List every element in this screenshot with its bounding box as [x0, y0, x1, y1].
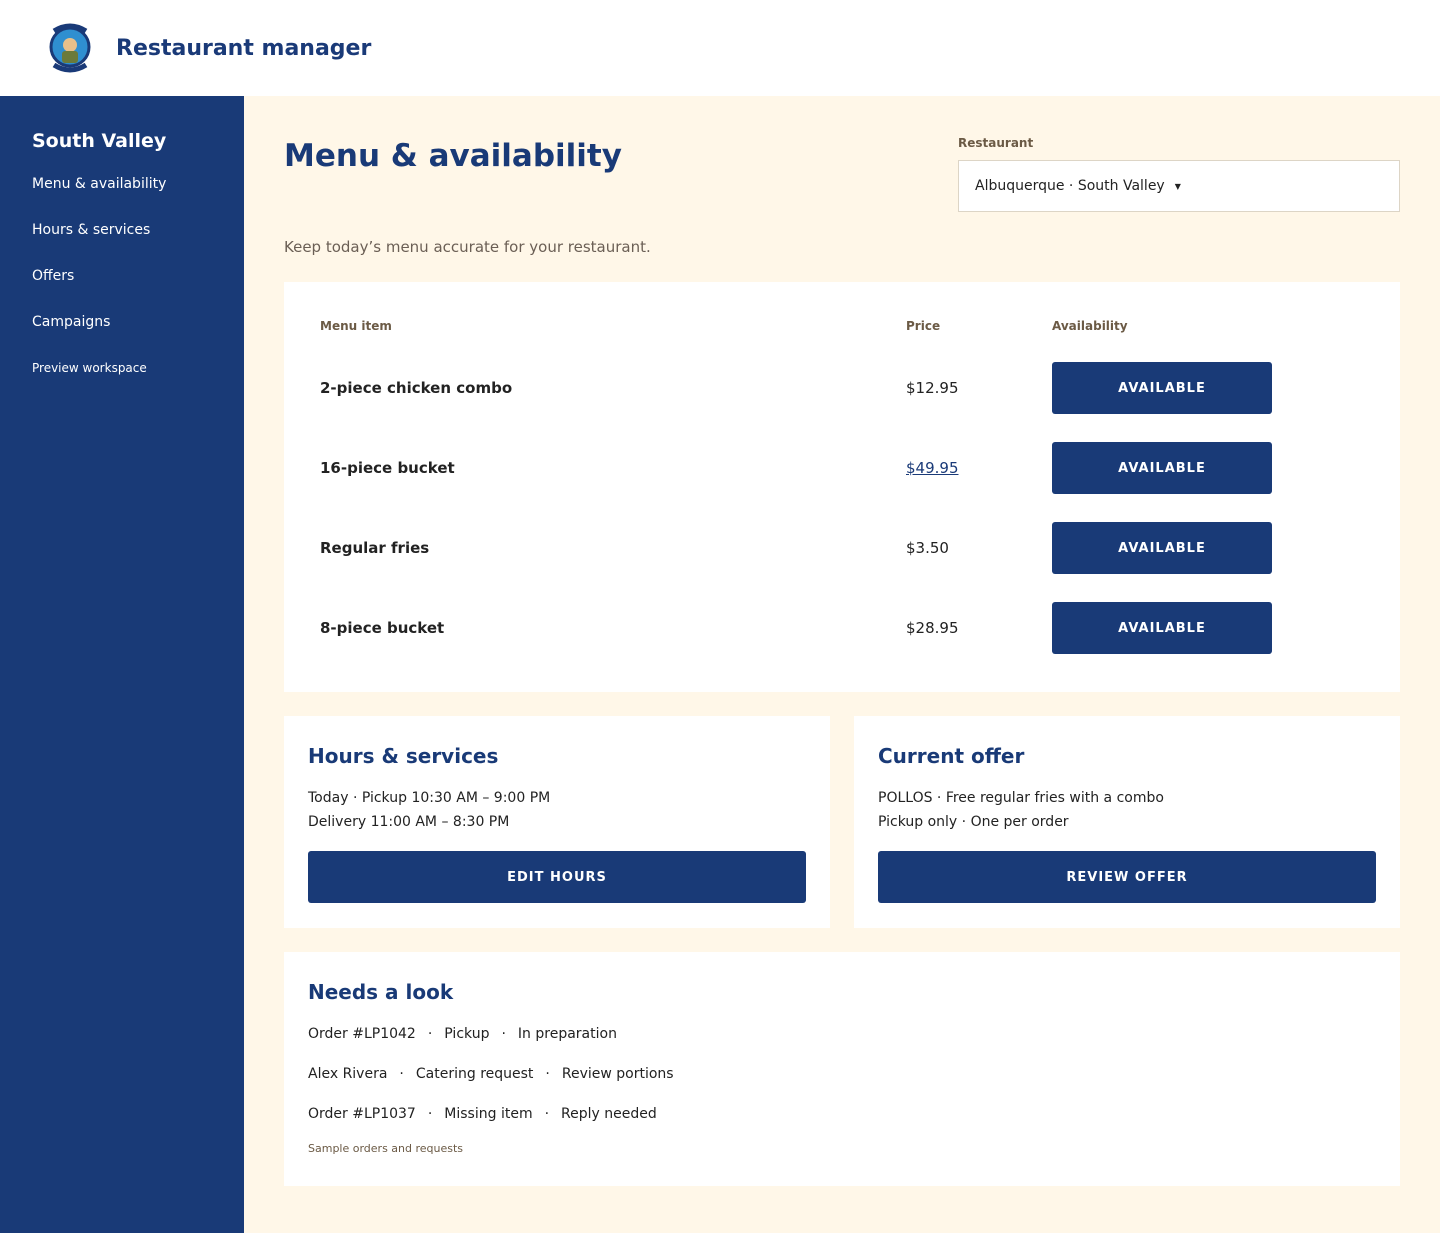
table-row	[320, 522, 1364, 574]
sidebar-item-preview-workspace[interactable]: Preview workspace	[32, 361, 147, 375]
restaurant-label: Restaurant	[958, 136, 1034, 150]
menu-item-price: $12.95	[906, 379, 959, 397]
offer-description-text: POLLOS · Free regular fries with a combo	[878, 790, 1164, 806]
list-item-type: Pickup	[444, 1026, 490, 1042]
table-row	[320, 362, 1364, 414]
sidebar-title: South Valley	[32, 130, 167, 152]
availability-toggle-button[interactable]: AVAILABLE	[1052, 522, 1272, 574]
availability-toggle-button[interactable]: AVAILABLE	[1052, 362, 1272, 414]
list-item-subject: Order #LP1042	[308, 1026, 416, 1042]
table-row	[320, 602, 1364, 654]
needs-look-title: Needs a look	[308, 980, 454, 1004]
hours-delivery-text: Delivery 11:00 AM – 8:30 PM	[308, 814, 510, 830]
sidebar-item-menu-availability[interactable]: Menu & availability	[32, 176, 167, 192]
menu-item-name: Regular fries	[320, 539, 430, 557]
sidebar-item-hours-services[interactable]: Hours & services	[32, 222, 151, 238]
hours-card	[284, 716, 830, 928]
offer-card-title: Current offer	[878, 744, 1025, 768]
hours-pickup-text: Today · Pickup 10:30 AM – 9:00 PM	[308, 790, 551, 806]
top-bar	[0, 0, 1440, 96]
list-item-type: Catering request	[415, 1066, 534, 1082]
menu-item-name: 2-piece chicken combo	[320, 379, 513, 397]
list-item-type: Missing item	[444, 1106, 533, 1122]
availability-toggle-button[interactable]: AVAILABLE	[1052, 442, 1272, 494]
menu-table	[284, 282, 1400, 692]
info-cards	[284, 716, 1400, 928]
edit-hours-button[interactable]: EDIT HOURS	[308, 851, 806, 903]
hours-card-title: Hours & services	[308, 744, 499, 768]
table-row	[320, 442, 1364, 494]
sample-data-note: Sample orders and requests	[308, 1142, 464, 1155]
list-item-status: In preparation	[517, 1026, 617, 1042]
list-item-subject: Alex Rivera	[308, 1066, 388, 1082]
offer-card	[854, 716, 1400, 928]
menu-item-price: $3.50	[906, 539, 949, 557]
menu-item-name: 8-piece bucket	[320, 619, 445, 637]
offer-terms-text: Pickup only · One per order	[878, 814, 1069, 830]
list-item-status: Review portions	[561, 1066, 674, 1082]
app-title: Restaurant manager	[116, 35, 372, 61]
separator-dot: ·	[427, 1106, 433, 1122]
list-item-subject: Order #LP1037	[308, 1106, 416, 1122]
caret-down-icon: ▼	[1174, 181, 1181, 191]
list-item	[308, 1062, 1376, 1102]
restaurant-select-value: Albuquerque · South Valley	[975, 178, 1165, 194]
needs-look-card	[284, 952, 1400, 1186]
page-subtitle: Keep today’s menu accurate for your restaurant.	[284, 238, 651, 256]
review-offer-button[interactable]: REVIEW OFFER	[878, 851, 1376, 903]
main-content	[244, 96, 1440, 1233]
separator-dot: ·	[501, 1026, 506, 1042]
separator-dot: ·	[544, 1106, 550, 1122]
restaurant-picker	[958, 136, 1400, 212]
column-header-price: Price	[906, 319, 941, 333]
list-item-status: Reply needed	[561, 1106, 657, 1122]
sidebar-item-offers[interactable]: Offers	[32, 268, 75, 284]
sidebar-item-campaigns[interactable]: Campaigns	[32, 314, 111, 330]
column-header-availability: Availability	[1052, 319, 1128, 333]
availability-toggle-button[interactable]: AVAILABLE	[1052, 602, 1272, 654]
page-title: Menu & availability	[284, 138, 622, 174]
menu-item-price-link[interactable]: $49.95	[906, 459, 959, 477]
menu-item-price: $28.95	[906, 619, 959, 637]
restaurant-select[interactable]	[958, 160, 1400, 212]
list-item	[308, 1022, 1376, 1062]
restaurant-logo	[48, 21, 92, 75]
separator-dot: ·	[399, 1066, 404, 1082]
list-item	[308, 1102, 1376, 1142]
separator-dot: ·	[427, 1026, 433, 1042]
menu-item-name: 16-piece bucket	[320, 459, 455, 477]
sidebar	[0, 96, 244, 1233]
column-header-menu-item: Menu item	[320, 319, 392, 333]
separator-dot: ·	[545, 1066, 550, 1082]
